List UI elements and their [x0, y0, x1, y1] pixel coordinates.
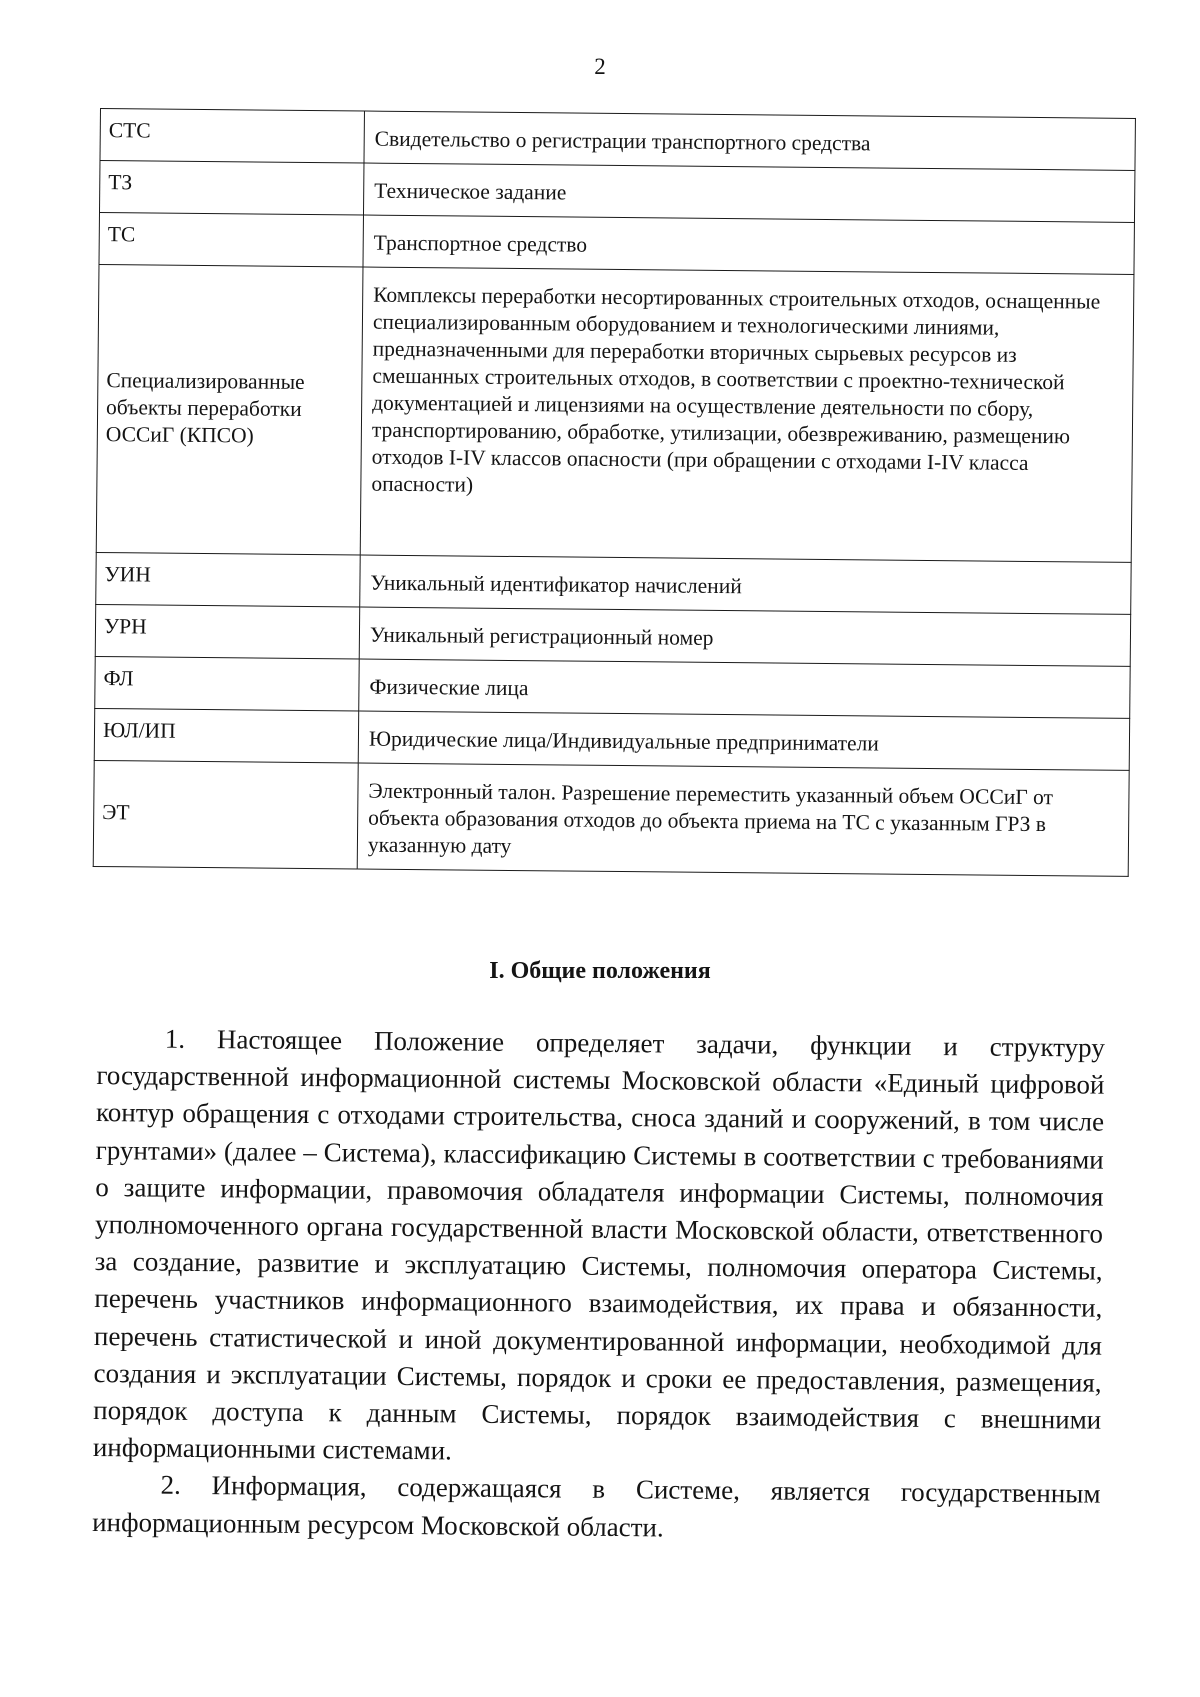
paragraph: 2. Информация, содержащаяся в Системе, является государственным информационным ресурсом Московской области.	[92, 1470, 1101, 1543]
table-row	[96, 264, 1134, 562]
abbreviation-definition: Электронный талон. Разрешение переместить указанный объем ОССиГ от объекта образования отходов до объекта приема на ТС с указанным ГРЗ в указанную дату	[357, 763, 1129, 876]
body-text	[92, 1020, 1105, 1550]
table-row	[93, 760, 1129, 876]
abbreviation-term: СТС	[100, 109, 364, 164]
abbreviation-term: ТЗ	[99, 161, 363, 216]
abbreviation-term: ЭТ	[93, 760, 358, 869]
abbreviation-definition: Уникальный идентификатор начислений	[360, 555, 1131, 614]
abbreviation-term: УИН	[96, 552, 360, 607]
abbreviation-definition: Техническое задание	[363, 163, 1134, 222]
abbreviation-definition: Транспортное средство	[363, 215, 1134, 274]
abbreviation-term: ЮЛ/ИП	[94, 708, 358, 763]
abbreviations-table	[93, 108, 1136, 877]
paragraph: 1. Настоящее Положение определяет задачи, функции и структуру государственной информационной системы Московской области «Единый цифровой контур обращения с отходами строительства, сноса зданий и сооружений, в том числе грунтами» (далее – Система), классификацию Системы в соответствии с требованиями о защите информации, правомочия обладателя информации Системы, полномочия уполномоченного органа государственной власти Московской области, ответственного за создание, развитие и эксплуатацию Системы, полномочия оператора Системы, перечень участников информационного взаимодействия, их права и обязанности, перечень статистической и иной документированной информации, необходимой для создания и эксплуатации Системы, порядок и сроки ее предоставления, размещения, порядок доступа к данным Системы, порядок взаимодействия с внешними информационными системами.	[92, 1023, 1105, 1466]
abbreviation-definition: Уникальный регистрационный номер	[359, 607, 1130, 666]
abbreviation-definition: Юридические лица/Индивидуальные предприниматели	[358, 711, 1129, 770]
abbreviation-term: УРН	[95, 604, 359, 659]
abbreviation-definition: Свидетельство о регистрации транспортного средства	[364, 111, 1135, 170]
abbreviation-term: ТС	[99, 212, 363, 267]
abbreviation-term: Специализированные объекты переработки ОССиГ (КПСО)	[96, 264, 363, 555]
abbreviation-definition: Комплексы переработки несортированных строительных отходов, оснащенные специализированным оборудованием и технологическими линиями, предназначенными для переработки вторичных сырьевых ресурсов из смешанных строительных отходов, в соответствии с проектно-технической документацией и лицензиями на осуществление деятельности по сбору, транспортированию, обработке, утилизации, обезвреживанию, размещению отходов I-IV классов опасности (при обращении с отходами I-IV класса опасности)	[360, 267, 1134, 562]
section-title: I. Общие положения	[489, 958, 711, 984]
abbreviation-definition: Физические лица	[359, 659, 1130, 718]
page-number: 2	[594, 54, 606, 79]
abbreviation-term: ФЛ	[95, 656, 359, 711]
